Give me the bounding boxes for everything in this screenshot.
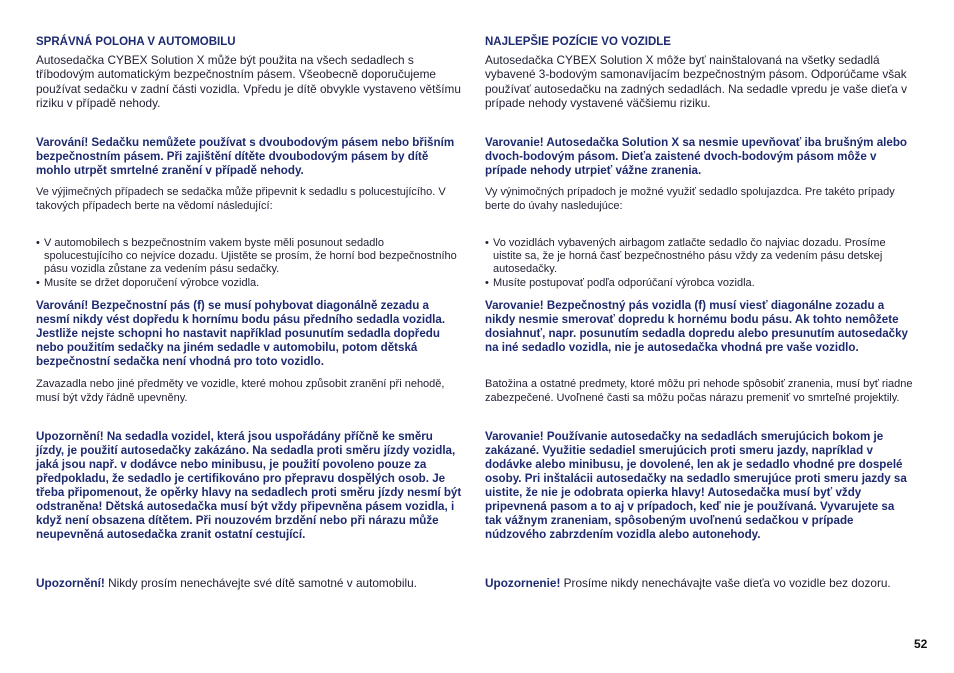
luggage-paragraph: Zavazadla nebo jiné předměty ve vozidle, které mohou způsobit zranění při nehodě, musí být vždy řádně upevněny.	[36, 378, 445, 405]
caution-label: Upozornenie!	[485, 576, 561, 590]
caution-seat-direction: Varovanie! Používanie autosedačky na sedadlách smerujúcich bokom je zakázané. Využitie sedadiel smerujúcich proti smeru jazdy, napríklad v dodávke alebo minibusu, je dovolené, len ak je sedadlo vhodné pre dospelé osoby. Pri inštalácii autosedačky na sedadlo smerujúce proti smeru jazdy sa uistite, že nie je odobrata opierka hlavy! Autosedačka musí byť vždy pripevnená pasom a to aj v prípadoch, keď nie je používaná. Vyvarujete sa tak vážnym zraneniam, spôsobeným uvoľnenú sedačkou v prípade núdzového zabrzdením vozidla alebo autonehody.	[485, 430, 907, 541]
intro-paragraph: Autosedačka CYBEX Solution X může být použita na všech sedadlech s tříbodovým automatickým bezpečnostním pásem. Všeobecně doporučujeme používat sedačku v zadní části vozidla. Vpředu je dítě obvykle vystaveno většímu riziku v případě nehody.	[36, 53, 461, 110]
luggage-paragraph: Batožina a ostatné predmety, ktoré môžu pri nehode spôsobiť zranenia, musí byť riadne zabezpečené. Uvoľnené časti sa môžu počas nárazu premeniť vo smrteľné projektily.	[485, 378, 913, 405]
bullet-list	[485, 237, 913, 290]
caution-text: Prosíme nikdy nenechávajte vaše dieťa vo vozidle bez dozoru.	[560, 576, 891, 590]
page-number: 52	[914, 637, 928, 651]
caution-label: Upozornění!	[36, 576, 105, 590]
list-item: • V automobilech s bezpečnostním vakem byste měli posunout sedadlo spolucestujícího co nejvíce dozadu. Ujistěte se prosím, že horní bod bezpečnostního pásu vozidla zůstane za vedením pásu sedačky.	[36, 237, 464, 277]
caution-unattended-child	[485, 576, 913, 590]
caution-text: Nikdy prosím nenechávejte své dítě samotné v automobilu.	[104, 576, 417, 590]
list-item: • Musíte se držet doporučení výrobce vozidla.	[36, 277, 464, 290]
warning-belt-routing: Varovanie! Bezpečnostný pás vozidla (f) musí viesť diagonálne zozadu a nikdy nesmie smerovať dopredu k hornému bodu pásu. Ak tohto nemôžete dosiahnuť, napr. posunutím sedadla dopredu alebo presunutím autosedačky na iné sedadlo vozidla, nie je autosedačka vhodná pre vaše vozidlo.	[485, 299, 908, 354]
warning-two-point-belt: Varování! Sedačku nemůžete používat s dvoubodovým pásem nebo břišním bezpečnostním pásem. Při zajištění dítěte dvoubodovým pásem by dítě mohlo utrpět smrtelné zranění v případě nehody.	[36, 136, 455, 177]
exceptions-paragraph: Ve výjimečných případech se sedačka může připevnit k sedadlu s polucestujícího. V takových případech berte na vědomí následující:	[36, 186, 446, 213]
intro-paragraph: Autosedačka CYBEX Solution X môže byť nainštalovaná na všetky sedadlá vybavené 3-bodovým samonavíjacím bezpečnostným pásom. Odporúčame však používať autosedačku na zadných sedadlách. Na sedadle vpredu je vaše dieťa v prípade nehody vystavené väčšiemu riziku.	[485, 53, 908, 110]
warning-two-point-belt: Varovanie! Autosedačka Solution X sa nesmie upevňovať iba brušným alebo dvoch-bodovým pásom. Dieťa zaistené dvoch-bodovým pásom môže v prípade nehody utrpieť vážne zranenia.	[485, 136, 907, 177]
section-heading: NAJLEPŠIE POZÍCIE VO VOZIDLE	[485, 36, 671, 48]
caution-unattended-child	[36, 576, 464, 590]
list-item: • Musíte postupovať podľa odporúčaní výrobca vozidla.	[485, 277, 913, 290]
section-heading: SPRÁVNÁ POLOHA V AUTOMOBILU	[36, 36, 236, 48]
exceptions-paragraph: Vy výnimočných prípadoch je možné využiť sedadlo spolujazdca. Pre takéto prípady berte do úvahy nasledujúce:	[485, 186, 895, 213]
list-item: • Vo vozidlách vybavených airbagom zatlačte sedadlo čo najviac dozadu. Prosíme uistite sa, že je horná časť bezpečnostného pásu vždy za vedením pásu detskej autosedačky.	[485, 237, 913, 277]
bullet-list	[36, 237, 464, 290]
caution-seat-direction: Upozornění! Na sedadla vozidel, která jsou uspořádány příčně ke směru jízdy, je použití autosedačky zakázáno. Na sedadla proti směru jízdy vozidla, jaká jsou např. v dodávce nebo minibusu, je použití povoleno pouze za předpokladu, že sedadlo je certifikováno pro přepravu dospělých osob. Je třeba připomenout, že opěrky hlavy na sedadlech proti směru jízdy nesmí být odstraněna! Dětská autosedačka musí být vždy připevněna pásem vozidla, i když není obsazena dítětem. Při nouzovém brzdění nebo při nárazu může neupevněná autosedačka zranit ostatní cestující.	[36, 430, 462, 541]
warning-belt-routing: Varování! Bezpečnostní pás (f) se musí pohybovat diagonálně zezadu a nesmí nikdy vést dopředu k hornímu bodu pásu předního sedadla vozidla. Jestliže nejste schopni ho nastavit například posunutím sedadla dopředu nebo použitím sedačky na jiném sedadle v automobilu, potom dětská bezpečnostní sedačka není vhodná pro toto vozidlo.	[36, 299, 446, 368]
